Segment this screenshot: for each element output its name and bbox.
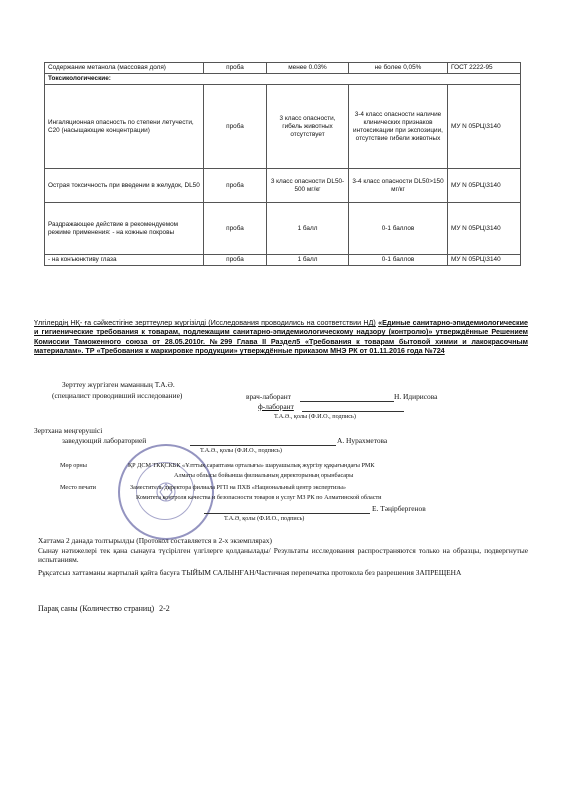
signature-line — [300, 401, 394, 402]
cell-sample: проба — [204, 63, 267, 74]
cell-norm: 0-1 баллов — [349, 255, 448, 266]
stamp-line-4: Комитета контроля качества и безопасности товаров и услуг МЗ РК по Алматинской области — [136, 494, 382, 501]
cell-result: 3 класс опасности DL50-500 мг/кг — [267, 169, 349, 203]
lab-head-name: А. Нурахметова — [337, 436, 388, 445]
validity-note: Сынау нәтижелері тек қана сынауға түсірілген үлгілерге қолданылады/ Результаты исследования распространяются только на образцы, подвергнутые испытаниям. — [38, 546, 528, 565]
cell-indicator: - на конъюнктиву глаза — [45, 255, 204, 266]
normative-paragraph — [34, 318, 528, 356]
cell-result: 1 балл — [267, 203, 349, 255]
stamp-line-1: ҚР ДСМ ТКҚСКБК «Ұлттық сараптама орталығы» шаруашылық жүргізу құқығындағы РМК — [128, 462, 375, 469]
researcher-label-kz: Зерттеу жүргізген маманның Т.А.Ә. — [62, 380, 175, 389]
cell-sample: проба — [204, 169, 267, 203]
cell-norm: не более 0,05% — [349, 63, 448, 74]
stamp-place-label: Мөр орны — [60, 462, 87, 469]
page-count — [38, 604, 170, 613]
table-row — [45, 85, 521, 169]
cell-sample: проба — [204, 255, 267, 266]
page-count-label: Парақ саны (Количество страниц) — [38, 604, 155, 613]
copies-note: Хаттама 2 данада толтырылды (Протокол составляется в 2-х экземплярах) — [38, 536, 272, 545]
cell-norm: 3-4 класс опасности DL50>150 мг/кг — [349, 169, 448, 203]
page-count-value: 2-2 — [159, 604, 170, 613]
cell-result: 3 класс опасности, гибель животных отсутствует — [267, 85, 349, 169]
table-row — [45, 255, 521, 266]
deputy-name: Е. Тәңірбергенов — [372, 504, 426, 513]
cell-method: МУ N 05РЦ\3140 — [448, 169, 521, 203]
normative-body: «Единые санитарно-эпидемиологические и гигиенические требования к товарам, подлежащим санитарно-эпидемиологическому надзору (контролю)» утверждённые Решением Комиссии Таможенного союза от 28.05.2010г. №299 Глава II Раздел5 «Требования к товарам бытовой химии и лакокрасочным материалам». ТР «Требования к маркировке продукции» утверждённые приказом МНЭ РК от 01.11.2016 года №724 — [34, 318, 529, 356]
cell-method: ГОСТ 2222-95 — [448, 63, 521, 74]
table-row — [45, 203, 521, 255]
lab-doctor-name: Н. Идирисова — [394, 392, 438, 401]
cell-method: МУ N 05РЦ\3140 — [448, 203, 521, 255]
stamp-line-2: Алматы облысы бойынша филиалының директорының орынбасары — [174, 472, 354, 479]
researcher-label-ru: (специалист проводивший исследование) — [52, 391, 183, 400]
results-table — [44, 62, 521, 266]
cell-indicator: Раздражающее действие в рекомендуемом режиме применения: - на кожные покровы — [45, 203, 204, 255]
indicator-text: Ингаляционная опасность по степени летучести, C20 (насыщающие концентрации) — [48, 118, 194, 134]
seal-emblem-icon — [120, 446, 212, 538]
lab-head-label-ru: заведующий лабораторией — [62, 436, 147, 445]
stamp-line-3: Заместитель директора филиала РГП на ПХВ «Национальный центр экспертизы» — [130, 484, 347, 491]
cell-method: МУ N 05РЦ\3140 — [448, 255, 521, 266]
table-section-header — [45, 74, 521, 85]
lab-doctor-role-2: ф-лаборант — [258, 402, 294, 411]
cell-indicator: Содержание метанола (массовая доля) — [45, 63, 204, 74]
fio-caption: Т.А.Ә, қолы (Ф.И.О., подпись) — [224, 515, 305, 522]
cell-norm: 0-1 баллов — [349, 203, 448, 255]
table-row — [45, 63, 521, 74]
cell-norm: 3-4 класс опасности наличие клинических признаков интоксикации при экспозиции, отсутствие гибели животных — [349, 85, 448, 169]
fio-caption: Т.А.Ә., қолы (Ф.И.О., подпись) — [200, 447, 282, 454]
cell-indicator: Острая токсичность при введении в желудок, DL50 — [45, 169, 204, 203]
signature-line — [302, 411, 404, 412]
fio-caption: Т.А.Ә., қолы (Ф.И.О., подпись) — [274, 413, 356, 420]
cell-result: 1 балл — [267, 255, 349, 266]
normative-lead: Үлгілердің НҚ- ға сәйкестігіне зерттеулер жүргізілді (Исследования проводились на соответствии НД) — [34, 318, 376, 327]
section-title: Токсикологические: — [45, 74, 521, 85]
reprint-note: Рұқсатсыз хаттаманы жартылай қайта басуға ТЫЙЫМ САЛЫНҒАН/Частичная перепечатка протокола без разрешения ЗАПРЕЩЕНА — [38, 568, 462, 577]
lab-head-label-kz: Зертхана меңгерушісі — [34, 426, 103, 435]
cell-result: менее 0.03% — [267, 63, 349, 74]
table-row — [45, 169, 521, 203]
signature-line — [204, 513, 370, 514]
cell-sample: проба — [204, 85, 267, 169]
cell-sample: проба — [204, 203, 267, 255]
seal-stamp — [118, 444, 214, 540]
cell-indicator — [45, 85, 204, 169]
cell-method: МУ N 05РЦ\3140 — [448, 85, 521, 169]
seal-place-label: Место печати — [60, 484, 96, 491]
lab-doctor-role: врач-лаборант — [246, 392, 291, 401]
